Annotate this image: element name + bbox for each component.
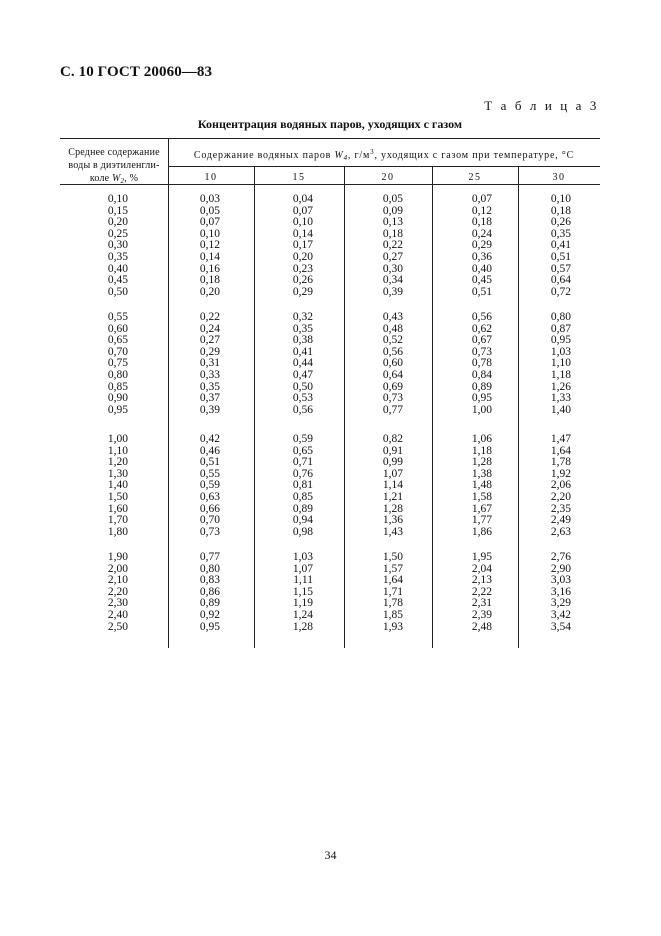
vapor-content-cell: 0,62 xyxy=(471,322,492,335)
water-content-cell: 2,50 xyxy=(107,620,128,633)
vapor-content-cell: 0,43 xyxy=(382,311,403,323)
vapor-content-cell: 2,49 xyxy=(550,514,571,527)
temperature-20: 20 xyxy=(381,172,395,183)
vapor-content-cell: 0,71 xyxy=(292,456,313,469)
vapor-content-cell: 1,10 xyxy=(550,357,571,370)
vapor-content-cell: 0,80 xyxy=(199,562,220,575)
table-row xyxy=(60,480,600,492)
vapor-content-cell: 1,92 xyxy=(550,467,571,480)
vapor-content-cell: 0,39 xyxy=(199,403,220,416)
vapor-content-cell: 0,38 xyxy=(292,334,313,347)
vapor-content-symbol: $W_4$ xyxy=(334,150,348,162)
water-content-cell: 0,55 xyxy=(107,311,128,323)
vapor-content-cell: 0,64 xyxy=(382,368,403,381)
vapor-content-cell: 0,98 xyxy=(292,525,313,538)
table-row xyxy=(60,587,600,599)
water-content-cell: 0,75 xyxy=(107,357,128,370)
table-row xyxy=(60,393,600,405)
water-content-cell: 0,10 xyxy=(107,193,128,205)
table-row-group-4 xyxy=(60,552,600,633)
vapor-content-cell: 1,71 xyxy=(382,585,403,598)
vapor-content-cell: 0,51 xyxy=(199,456,220,469)
vapor-content-unit-power: 3 xyxy=(370,148,375,156)
vapor-content-cell: 0,55 xyxy=(199,467,220,480)
water-content-cell: 0,85 xyxy=(107,380,128,393)
vapor-content-cell: 0,09 xyxy=(382,204,403,217)
table-row xyxy=(60,324,600,336)
water-content-cell: 2,40 xyxy=(107,608,128,621)
vapor-content-cell: 3,54 xyxy=(550,620,571,633)
vapor-content-cell: 1,28 xyxy=(292,620,313,633)
vapor-content-cell: 0,26 xyxy=(292,274,313,287)
water-content-cell: 0,40 xyxy=(107,262,128,275)
vapor-content-cell: 0,10 xyxy=(292,216,313,229)
vapor-content-cell: 1,26 xyxy=(550,380,571,393)
vapor-content-cell: 0,73 xyxy=(382,392,403,405)
table-row xyxy=(60,457,600,469)
vapor-content-cell: 1,21 xyxy=(382,490,403,503)
vapor-content-cell: 3,42 xyxy=(550,608,571,621)
vapor-content-cell: 0,40 xyxy=(471,262,492,275)
vapor-content-cell: 1,67 xyxy=(471,502,492,515)
table-row xyxy=(60,446,600,458)
vapor-content-cell: 0,18 xyxy=(199,274,220,287)
water-content-header-word: коле xyxy=(89,173,110,184)
vapor-content-cell: 1,58 xyxy=(471,490,492,503)
temperature-row-top-rule xyxy=(168,166,600,167)
vapor-content-cell: 0,45 xyxy=(471,274,492,287)
vapor-content-cell: 0,24 xyxy=(471,227,492,240)
water-content-cell: 0,25 xyxy=(107,227,128,240)
table-row xyxy=(60,347,600,359)
vapor-content-cell: 2,39 xyxy=(471,608,492,621)
vapor-content-cell: 1,78 xyxy=(382,597,403,610)
vapor-content-cell: 0,53 xyxy=(292,392,313,405)
vapor-content-cell: 1,00 xyxy=(471,403,492,416)
vapor-content-cell: 0,32 xyxy=(292,311,313,323)
table-row xyxy=(60,434,600,446)
vapor-content-cell: 0,05 xyxy=(199,204,220,217)
vapor-content-cell: 1,03 xyxy=(550,345,571,358)
vapor-content-header-prefix: Содержание водяных паров xyxy=(193,150,332,161)
temperature-30: 30 xyxy=(552,172,566,183)
vapor-content-cell: 2,76 xyxy=(550,551,571,563)
vapor-content-cell: 0,22 xyxy=(199,311,220,323)
vapor-content-cell: 0,70 xyxy=(199,514,220,527)
vapor-content-cell: 0,27 xyxy=(382,250,403,263)
vapor-content-cell: 0,84 xyxy=(471,368,492,381)
vapor-content-cell: 0,20 xyxy=(292,250,313,263)
water-content-cell: 2,00 xyxy=(107,562,128,575)
vapor-content-cell: 0,39 xyxy=(382,285,403,298)
vapor-content-cell: 0,23 xyxy=(292,262,313,275)
vapor-content-cell: 0,95 xyxy=(471,392,492,405)
vapor-content-cell: 0,51 xyxy=(471,285,492,298)
table-row xyxy=(60,622,600,634)
vapor-content-cell: 0,12 xyxy=(471,204,492,217)
vapor-content-cell: 2,13 xyxy=(471,574,492,587)
table-row xyxy=(60,370,600,382)
table-row xyxy=(60,552,600,564)
vapor-content-cell: 0,57 xyxy=(550,262,571,275)
water-content-cell: 2,10 xyxy=(107,574,128,587)
vapor-content-cell: 0,41 xyxy=(550,239,571,252)
vapor-content-cell: 0,18 xyxy=(382,227,403,240)
vapor-content-cell: 1,93 xyxy=(382,620,403,633)
vapor-content-cell: 1,86 xyxy=(471,525,492,538)
water-content-cell: 2,20 xyxy=(107,585,128,598)
water-content-cell: 1,30 xyxy=(107,467,128,480)
vapor-content-cell: 0,44 xyxy=(292,357,313,370)
vapor-content-cell: 0,73 xyxy=(199,525,220,538)
water-content-cell: 1,50 xyxy=(107,490,128,503)
vapor-content-cell: 1,11 xyxy=(293,574,313,587)
vapor-content-cell: 1,18 xyxy=(550,368,571,381)
water-content-cell: 0,90 xyxy=(107,392,128,405)
temperature-10: 10 xyxy=(204,172,218,183)
vapor-content-cell: 0,56 xyxy=(292,403,313,416)
water-content-symbol: $W_2$ xyxy=(111,173,125,185)
water-content-cell: 1,60 xyxy=(107,502,128,515)
vapor-content-cell: 1,78 xyxy=(550,456,571,469)
vapor-content-cell: 0,99 xyxy=(382,456,403,469)
vapor-content-cell: 0,77 xyxy=(199,551,220,563)
vapor-content-cell: 0,82 xyxy=(382,433,403,445)
vapor-content-cell: 0,94 xyxy=(292,514,313,527)
vapor-content-cell: 2,63 xyxy=(550,525,571,538)
vapor-content-cell: 0,41 xyxy=(292,345,313,358)
water-content-cell: 0,45 xyxy=(107,274,128,287)
vapor-content-cell: 0,36 xyxy=(471,250,492,263)
vapor-content-cell: 0,48 xyxy=(382,322,403,335)
table-row xyxy=(60,206,600,218)
vapor-content-cell: 1,33 xyxy=(550,392,571,405)
water-content-header-line-1: Среднее содержание xyxy=(68,147,160,158)
vapor-content-cell: 1,38 xyxy=(471,467,492,480)
vapor-content-cell: 2,06 xyxy=(550,479,571,492)
table-title: Концентрация водяных паров, уходящих с газом xyxy=(197,117,463,131)
vapor-content-cell: 0,07 xyxy=(199,216,220,229)
table-row-group-3 xyxy=(60,434,600,538)
vapor-content-cell: 0,66 xyxy=(199,502,220,515)
vapor-content-cell: 0,13 xyxy=(382,216,403,229)
table-row xyxy=(60,492,600,504)
water-content-cell: 1,40 xyxy=(107,479,128,492)
vapor-content-cell: 1,77 xyxy=(471,514,492,527)
table-row xyxy=(60,240,600,252)
vapor-content-cell: 0,33 xyxy=(199,368,220,381)
vapor-content-cell: 0,20 xyxy=(199,285,220,298)
temperature-15: 15 xyxy=(292,172,306,183)
vapor-content-cell: 0,18 xyxy=(550,204,571,217)
vapor-content-cell: 0,52 xyxy=(382,334,403,347)
vapor-content-cell: 2,48 xyxy=(471,620,492,633)
vapor-content-cell: 0,63 xyxy=(199,490,220,503)
vapor-content-cell: 1,06 xyxy=(471,433,492,445)
vapor-content-cell: 0,78 xyxy=(471,357,492,370)
vapor-content-cell: 0,56 xyxy=(471,311,492,323)
water-content-cell: 1,90 xyxy=(107,551,128,563)
vapor-content-cell: 0,95 xyxy=(550,334,571,347)
vapor-content-cell: 0,67 xyxy=(471,334,492,347)
vapor-content-cell: 1,07 xyxy=(292,562,313,575)
water-content-unit: , % xyxy=(124,173,139,184)
table-row xyxy=(60,194,600,206)
page-header: С. 10 ГОСТ 20060—83 xyxy=(60,64,213,80)
table-row xyxy=(60,610,600,622)
vapor-content-cell: 1,15 xyxy=(292,585,313,598)
water-content-cell: 2,30 xyxy=(107,597,128,610)
vapor-content-cell: 0,37 xyxy=(199,392,220,405)
vapor-content-unit: , г/м xyxy=(347,150,371,161)
vapor-content-cell: 2,31 xyxy=(471,597,492,610)
vapor-content-cell: 0,73 xyxy=(471,345,492,358)
table-row xyxy=(60,598,600,610)
table-row xyxy=(60,217,600,229)
water-content-cell: 0,50 xyxy=(107,285,128,298)
table-top-rule xyxy=(60,138,600,139)
vapor-content-cell: 0,17 xyxy=(292,239,313,252)
water-content-cell: 0,30 xyxy=(107,239,128,252)
vapor-content-cell: 0,83 xyxy=(199,574,220,587)
water-content-header-line-3 xyxy=(60,172,168,188)
water-content-cell: 0,95 xyxy=(107,403,128,416)
vapor-content-cell: 0,51 xyxy=(550,250,571,263)
vapor-content-cell: 0,04 xyxy=(292,193,313,205)
water-content-header-line-2: воды в диэтиленгли- xyxy=(68,160,160,171)
vapor-content-cell: 1,95 xyxy=(471,551,492,563)
water-content-cell: 0,35 xyxy=(107,250,128,263)
vapor-content-cell: 0,07 xyxy=(471,193,492,205)
vapor-content-cell: 1,03 xyxy=(292,551,313,563)
water-content-cell: 0,80 xyxy=(107,368,128,381)
vapor-content-cell: 1,14 xyxy=(382,479,403,492)
vapor-content-cell: 2,90 xyxy=(550,562,571,575)
water-content-cell: 0,65 xyxy=(107,334,128,347)
vapor-content-cell: 3,29 xyxy=(550,597,571,610)
vapor-content-cell: 0,59 xyxy=(199,479,220,492)
table-row-group-1 xyxy=(60,194,600,298)
page-number: 34 xyxy=(324,848,337,862)
vapor-content-cell: 0,05 xyxy=(382,193,403,205)
vapor-content-cell: 0,10 xyxy=(199,227,220,240)
table-row xyxy=(60,335,600,347)
vapor-content-cell: 0,80 xyxy=(550,311,571,323)
water-content-cell: 1,10 xyxy=(107,444,128,457)
temperature-25: 25 xyxy=(468,172,482,183)
vapor-content-cell: 1,47 xyxy=(550,433,571,445)
water-content-cell: 1,80 xyxy=(107,525,128,538)
vapor-content-cell: 0,46 xyxy=(199,444,220,457)
table-row xyxy=(60,252,600,264)
water-content-cell: 1,20 xyxy=(107,456,128,469)
vapor-content-cell: 1,40 xyxy=(550,403,571,416)
vapor-content-cell: 0,47 xyxy=(292,368,313,381)
vapor-content-cell: 0,12 xyxy=(199,239,220,252)
table-row xyxy=(60,575,600,587)
water-content-header xyxy=(60,146,168,188)
vapor-content-cell: 0,14 xyxy=(292,227,313,240)
vapor-content-cell: 0,95 xyxy=(199,620,220,633)
water-content-cell: 0,20 xyxy=(107,216,128,229)
vapor-content-cell: 1,36 xyxy=(382,514,403,527)
table-row xyxy=(60,229,600,241)
table-row xyxy=(60,287,600,299)
vapor-content-cell: 0,16 xyxy=(199,262,220,275)
vapor-content-cell: 2,20 xyxy=(550,490,571,503)
vapor-content-cell: 0,29 xyxy=(292,285,313,298)
vapor-content-cell: 0,03 xyxy=(199,193,220,205)
vapor-content-cell: 1,19 xyxy=(292,597,313,610)
vapor-content-cell: 1,48 xyxy=(471,479,492,492)
vapor-content-cell: 0,30 xyxy=(382,262,403,275)
vapor-content-cell: 0,35 xyxy=(292,322,313,335)
vapor-content-cell: 0,86 xyxy=(199,585,220,598)
table-row xyxy=(60,312,600,324)
vapor-content-cell: 0,89 xyxy=(292,502,313,515)
table-row xyxy=(60,382,600,394)
table-row xyxy=(60,515,600,527)
vapor-content-cell: 1,50 xyxy=(382,551,403,563)
table-row xyxy=(60,405,600,417)
vapor-content-cell: 1,57 xyxy=(382,562,403,575)
water-content-cell: 1,00 xyxy=(107,433,128,445)
vapor-content-cell: 0,34 xyxy=(382,274,403,287)
table-row-group-2 xyxy=(60,312,600,416)
table-row xyxy=(60,527,600,539)
table-row xyxy=(60,358,600,370)
vapor-content-cell: 0,29 xyxy=(471,239,492,252)
vapor-content-cell: 2,22 xyxy=(471,585,492,598)
vapor-content-cell: 0,69 xyxy=(382,380,403,393)
vapor-content-cell: 0,87 xyxy=(550,322,571,335)
vapor-content-cell: 1,85 xyxy=(382,608,403,621)
vapor-content-cell: 1,43 xyxy=(382,525,403,538)
vapor-content-cell: 0,72 xyxy=(550,285,571,298)
vapor-content-cell: 0,92 xyxy=(199,608,220,621)
vapor-content-header-suffix: , уходящих с газом при температуре, °С xyxy=(374,150,575,161)
water-content-cell: 1,70 xyxy=(107,514,128,527)
table-row xyxy=(60,504,600,516)
vapor-content-cell: 2,04 xyxy=(471,562,492,575)
vapor-content-cell: 0,27 xyxy=(199,334,220,347)
vapor-content-cell: 3,16 xyxy=(550,585,571,598)
vapor-content-cell: 0,60 xyxy=(382,357,403,370)
vapor-content-cell: 0,31 xyxy=(199,357,220,370)
vapor-content-cell: 0,89 xyxy=(199,597,220,610)
vapor-content-cell: 0,89 xyxy=(471,380,492,393)
vapor-content-cell: 0,26 xyxy=(550,216,571,229)
vapor-content-cell: 0,81 xyxy=(292,479,313,492)
vapor-content-cell: 1,28 xyxy=(471,456,492,469)
vapor-content-cell: 0,10 xyxy=(550,193,571,205)
vapor-content-cell: 1,28 xyxy=(382,502,403,515)
vapor-content-cell: 0,59 xyxy=(292,433,313,445)
vapor-content-cell: 0,64 xyxy=(550,274,571,287)
table-number: Т а б л и ц а 3 xyxy=(484,98,599,113)
vapor-content-cell: 0,50 xyxy=(292,380,313,393)
vapor-content-header xyxy=(168,146,600,165)
vapor-content-cell: 0,29 xyxy=(199,345,220,358)
table-row xyxy=(60,264,600,276)
vapor-content-cell: 1,24 xyxy=(292,608,313,621)
vapor-content-cell: 0,18 xyxy=(471,216,492,229)
vapor-content-cell: 0,85 xyxy=(292,490,313,503)
vapor-content-cell: 0,22 xyxy=(382,239,403,252)
vapor-content-cell: 0,76 xyxy=(292,467,313,480)
vapor-content-cell: 0,24 xyxy=(199,322,220,335)
vapor-content-cell: 1,07 xyxy=(382,467,403,480)
vapor-content-cell: 0,35 xyxy=(550,227,571,240)
vapor-content-cell: 2,35 xyxy=(550,502,571,515)
vapor-content-cell: 0,56 xyxy=(382,345,403,358)
vapor-content-cell: 0,65 xyxy=(292,444,313,457)
vapor-content-cell: 0,35 xyxy=(199,380,220,393)
vapor-content-cell: 0,07 xyxy=(292,204,313,217)
water-content-cell: 0,70 xyxy=(107,345,128,358)
vapor-content-cell: 3,03 xyxy=(550,574,571,587)
vapor-content-cell: 1,18 xyxy=(471,444,492,457)
table-row xyxy=(60,275,600,287)
water-content-cell: 0,15 xyxy=(107,204,128,217)
vapor-content-cell: 1,64 xyxy=(550,444,571,457)
vapor-content-cell: 0,77 xyxy=(382,403,403,416)
water-content-cell: 0,60 xyxy=(107,322,128,335)
table-row xyxy=(60,469,600,481)
table-row xyxy=(60,564,600,576)
vapor-content-cell: 1,64 xyxy=(382,574,403,587)
vapor-content-cell: 0,42 xyxy=(199,433,220,445)
vapor-content-cell: 0,91 xyxy=(382,444,403,457)
vapor-content-cell: 0,14 xyxy=(199,250,220,263)
